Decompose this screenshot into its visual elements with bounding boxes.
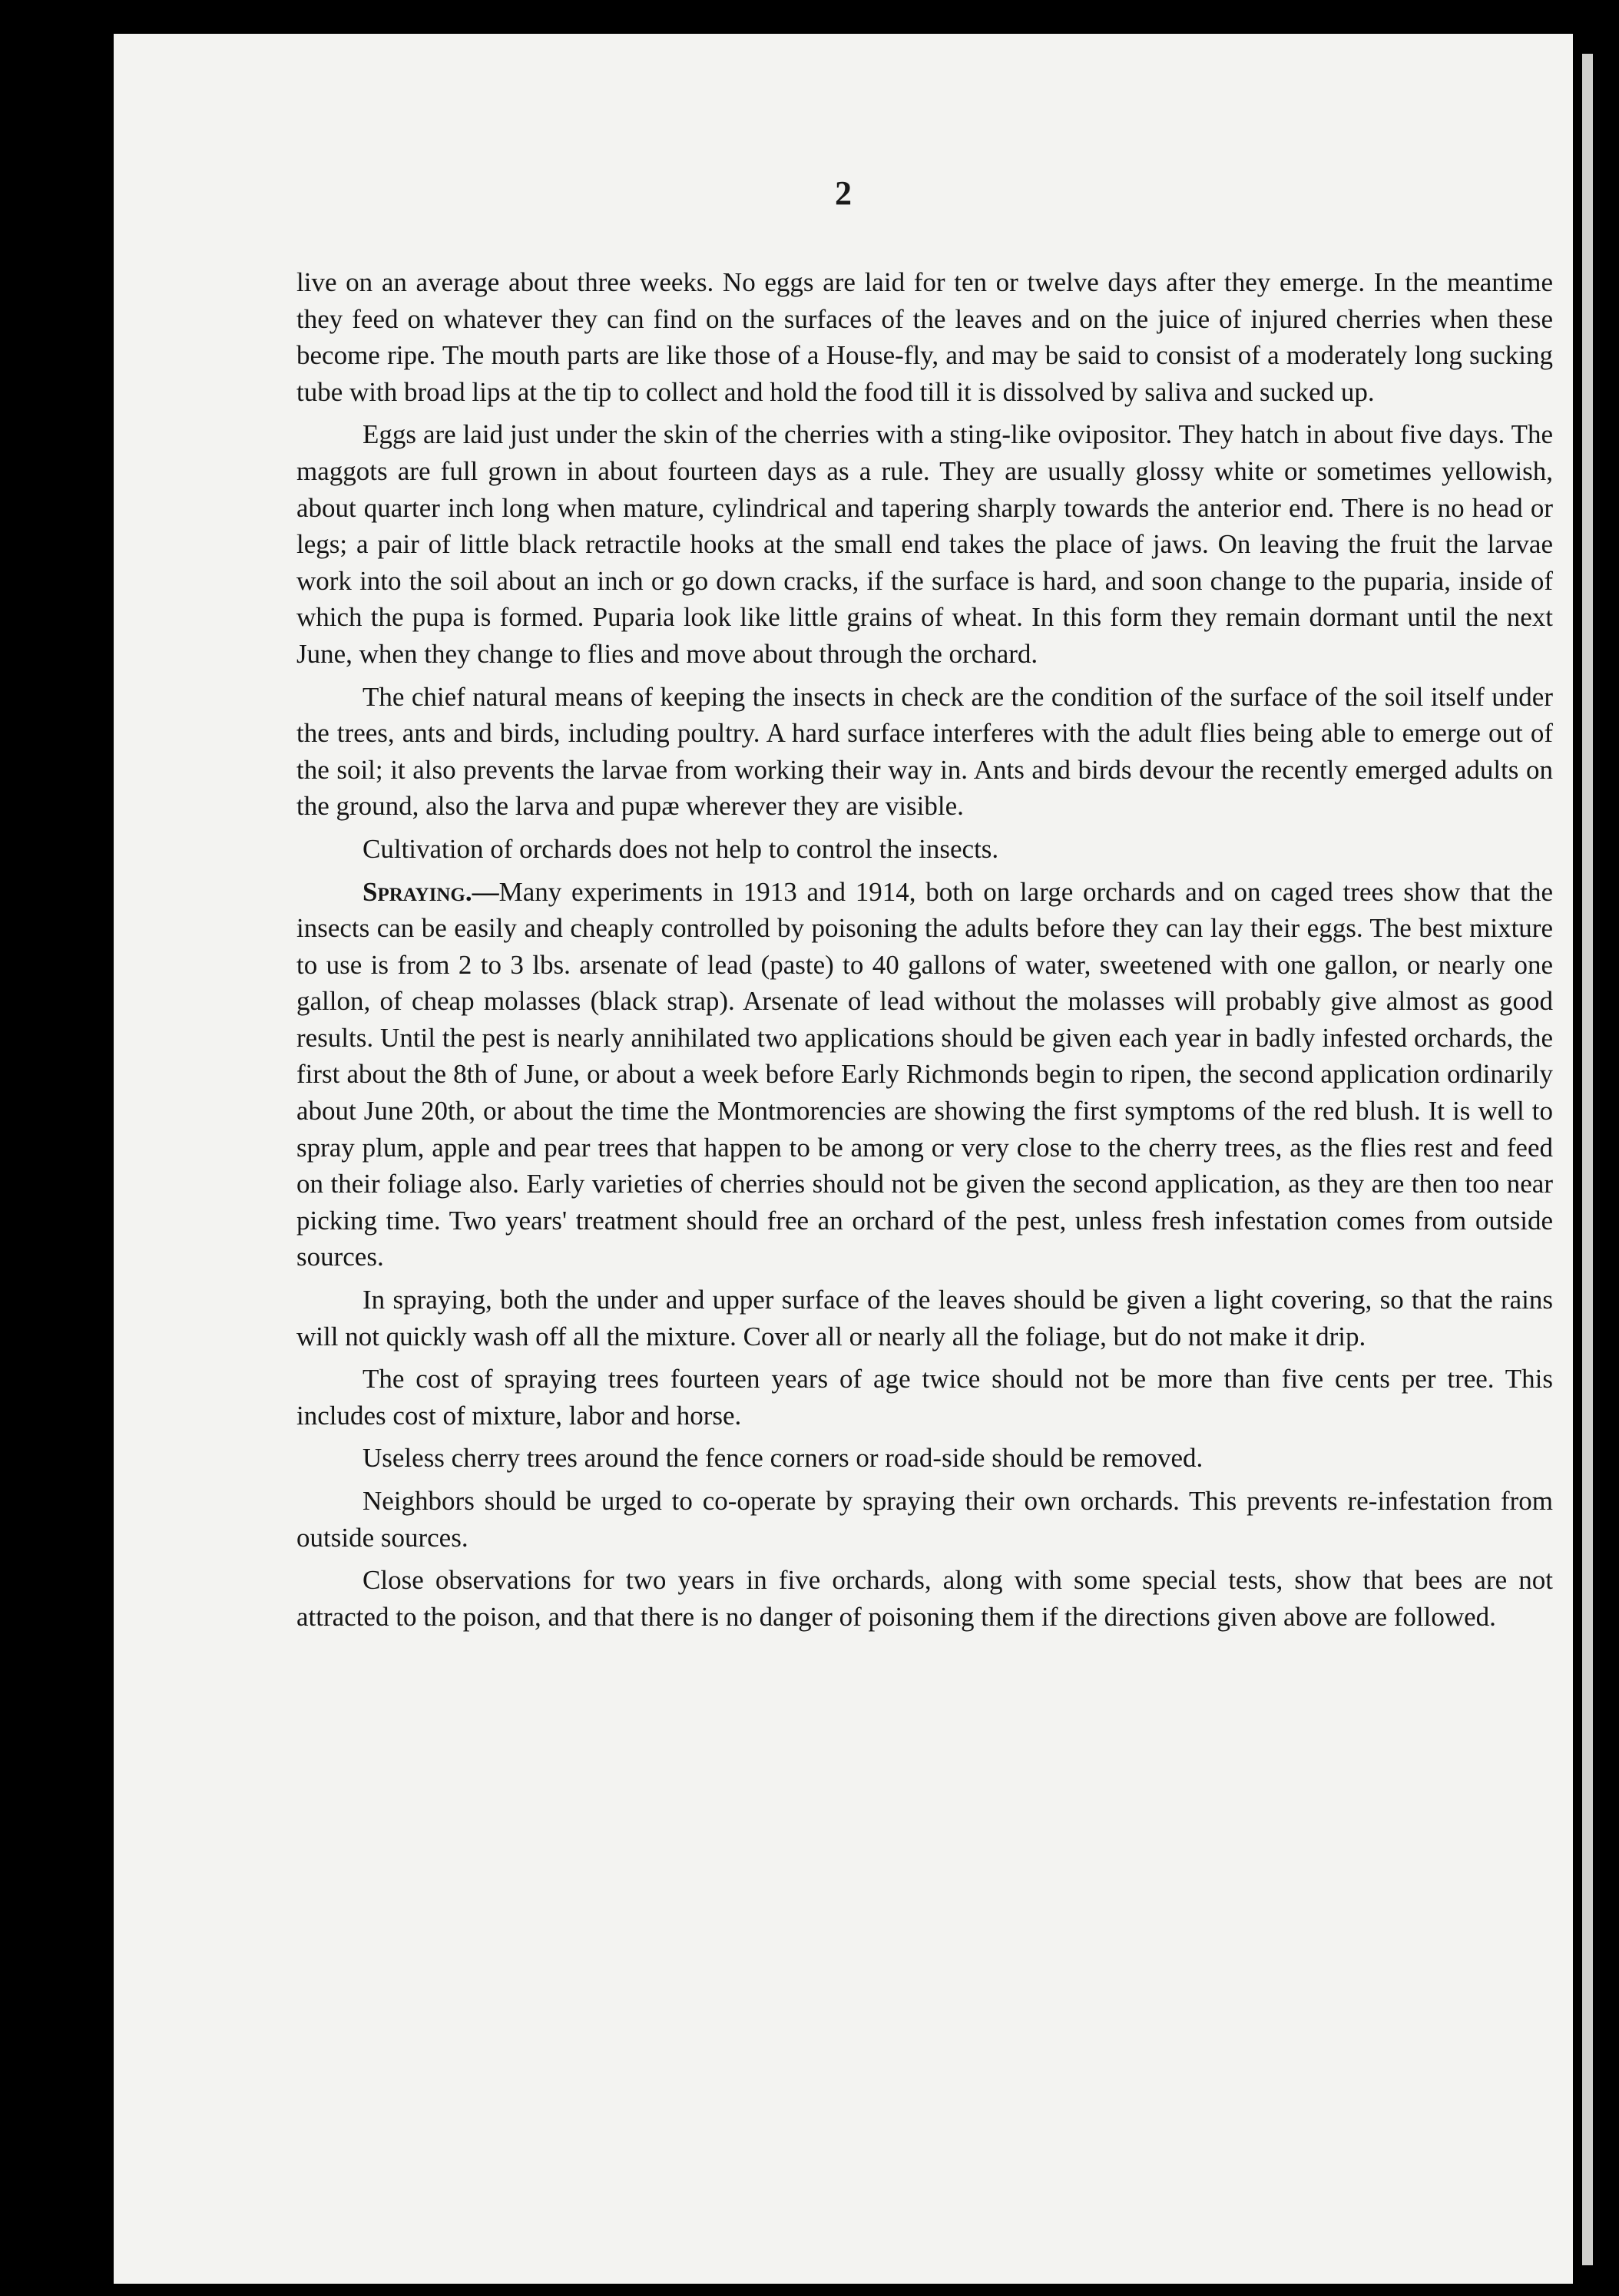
paragraph-9: Neighbors should be urged to co-operate by spraying their own orchards. This prevents re-infestation from outside sources.	[296, 1486, 1553, 1553]
paragraph-4: Cultivation of orchards does not help to control the insects.	[363, 833, 999, 864]
paragraph-2: Eggs are laid just under the skin of the cherries with a sting-like ovipositor. They hatch in about five days. The maggots are full grown in about fourteen days as a rule. They are usually glossy white or sometimes yellowish, about quarter inch long when mature, cylindrical and tapering sharply towards the anterior end. There is no head or legs; a pair of little black retractile hooks at the small end takes the place of jaws. On leaving the fruit the larvae work into the soil about an inch or go down cracks, if the surface is hard, and soon change to the puparia, inside of which the pupa is formed. Puparia look like little grains of wheat. In this form they remain dormant until the next June, when they change to flies and move about through the orchard.	[296, 419, 1553, 669]
adjacent-page-edge	[1582, 54, 1593, 2265]
page-number: 2	[835, 174, 852, 212]
paragraph-3: The chief natural means of keeping the insects in check are the condition of the surface of the soil itself under the trees, ants and birds, including poultry. A hard surface interferes with the adult flies being able to emerge out of the soil; it also prevents the larvae from working their way in. Ants and birds devour the recently emerged adults on the ground, also the larva and pupæ wherever they are visible.	[296, 681, 1553, 822]
paragraph-6: In spraying, both the under and upper surface of the leaves should be given a light covering, so that the rains will not quickly wash off all the mixture. Cover all or nearly all the foliage, but do not make it drip.	[296, 1285, 1553, 1351]
paragraph-1: live on an average about three weeks. No eggs are laid for ten or twelve days after they emerge. In the meantime they feed on whatever they can find on the surfaces of the leaves and on the juice of injured cherries when these become ripe. The mouth parts are like those of a House-fly, and may be said to consist of a moderately long sucking tube with broad lips at the tip to collect and hold the food till it is dissolved by saliva and sucked up.	[296, 267, 1553, 407]
section-heading-spraying: Spraying.—	[363, 876, 499, 907]
paragraph-8: Useless cherry trees around the fence corners or road-side should be removed.	[363, 1443, 1203, 1474]
paragraph-10: Close observations for two years in five orchards, along with some special tests, show that bees are not attracted to the poison, and that there is no danger of poisoning them if the directions given above are followed.	[296, 1565, 1553, 1632]
paragraph-5-text: Many experiments in 1913 and 1914, both on large orchards and on caged trees show that the insects can be easily and cheaply controlled by poisoning the adults before they can lay their eggs. The best mixture to use is from 2 to 3 lbs. arsenate of lead (paste) to 40 gallons of water, sweetened with one gallon, or nearly one gallon, of cheap molasses (black strap). Arsenate of lead without the molasses will probably give almost as good results. Until the pest is nearly annihilated two applications should be given each year in badly infested orchards, the first about the 8th of June, or about a week before Early Richmonds begin to ripen, the second application ordinarily about June 20th, or about the time the Montmorencies are showing the first symptoms of the red blush. It is well to spray plum, apple and pear trees that happen to be among or very close to the cherry trees, as the flies rest and feed on their foliage also. Early varieties of cherries should not be given the second application, as they are then too near picking time. Two years' treatment should free an orchard of the pest, unless fresh infestation comes from outside sources.	[296, 876, 1553, 1272]
paragraph-7: The cost of spraying trees fourteen years of age twice should not be more than five cents per tree. This includes cost of mixture, labor and horse.	[296, 1364, 1553, 1431]
document-page	[114, 34, 1573, 2284]
body-text	[296, 264, 1553, 1641]
paragraph-5	[296, 874, 1553, 1276]
